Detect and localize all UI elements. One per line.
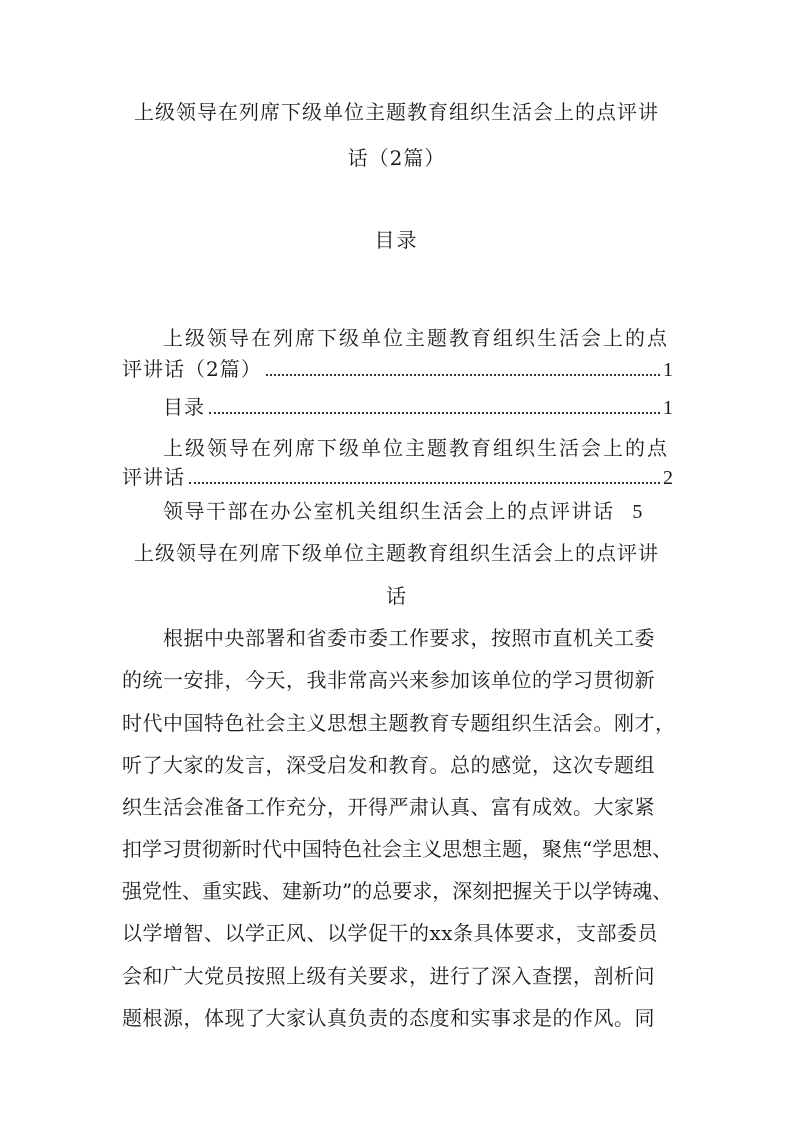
toc-entry-3-page: 2 — [663, 467, 673, 489]
toc-entry-3-line-1[interactable]: 上级领导在列席下级单位主题教育组织生活会上的点 — [163, 436, 669, 460]
toc-entry-3-line-2: 评讲话 — [122, 465, 185, 489]
toc-entry-1-line-1[interactable]: 上级领导在列席下级单位主题教育组织生活会上的点 — [163, 326, 669, 350]
body-paragraph-line: 的统一安排，今天，我非常高兴来参加该单位的学习贯彻新 — [122, 668, 655, 692]
body-paragraph-line: 题根源，体现了大家认真负责的态度和实事求是的作风。同 — [122, 1006, 655, 1030]
document-title-line-1: 上级领导在列席下级单位主题教育组织生活会上的点评讲 — [134, 100, 659, 124]
toc-entry-2-page: 1 — [663, 397, 673, 419]
toc-entry-1-page: 1 — [663, 359, 673, 381]
toc-leader-dots — [189, 481, 660, 484]
toc-entry-3-row[interactable] — [122, 460, 673, 490]
body-paragraph-line: 时代中国特色社会主义思想主题教育专题组织生活会。刚才， — [122, 711, 676, 735]
toc-entry-4-page: 5 — [632, 501, 644, 523]
toc-entry-4[interactable] — [163, 495, 644, 524]
toc-entry-2-row[interactable] — [163, 390, 673, 420]
body-paragraph-line: 听了大家的发言，深受启发和教育。总的感觉，这次专题组 — [122, 753, 655, 777]
body-paragraph-line: 根据中央部署和省委市委工作要求，按照市直机关工委 — [163, 626, 655, 650]
section-title-line-1: 上级领导在列席下级单位主题教育组织生活会上的点评讲 — [134, 541, 659, 565]
document-title-line-2: 话（2篇） — [347, 146, 446, 170]
body-paragraph-line: 会和广大党员按照上级有关要求，进行了深入查摆，剖析问 — [122, 964, 655, 988]
toc-entry-1-line-2: 评讲话（2篇） — [122, 357, 262, 381]
toc-leader-dots — [266, 373, 660, 376]
toc-entry-1-row[interactable] — [122, 352, 673, 382]
body-paragraph-line: 强党性、重实践、建新功”的总要求，深刻把握关于以学铸魂、 — [122, 879, 673, 903]
section-title-line-2: 话 — [386, 584, 407, 608]
toc-entry-2-label: 目录 — [163, 395, 205, 419]
body-paragraph-line: 扣学习贯彻新时代中国特色社会主义思想主题，聚焦“学思想、 — [122, 837, 673, 861]
toc-leader-dots — [209, 411, 660, 414]
body-paragraph-line: 以学增智、以学正风、以学促干的xx条具体要求，支部委员 — [122, 921, 659, 945]
toc-entry-4-label: 领导干部在办公室机关组织生活会上的点评讲话 — [163, 499, 615, 523]
toc-heading: 目录 — [374, 228, 419, 252]
body-paragraph-line: 织生活会准备工作充分，开得严肃认真、富有成效。大家紧 — [122, 795, 655, 819]
